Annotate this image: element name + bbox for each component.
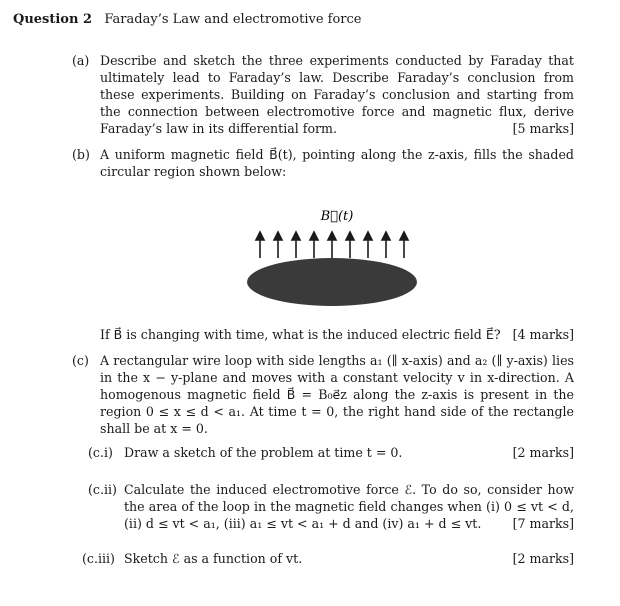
part-c-ii-text: Calculate the induced electromotive force ℰ. To do so, consider how the area of the loop in the magnetic field changes when (i) 0 ≤ vt < d, (ii) d ≤ vt < a₁, (iii) a₁ ≤ vt < a₁ + d and (iv) a₁ + d ≤ vt. xyxy=(124,482,574,531)
field-arrows xyxy=(256,232,408,258)
field-arrow xyxy=(256,232,264,258)
field-arrow xyxy=(400,232,408,258)
field-arrow xyxy=(382,232,390,258)
part-c-ii xyxy=(88,481,574,532)
shaded-circular-region xyxy=(247,258,417,306)
question-title: Faraday’s Law and electromotive force xyxy=(104,12,362,27)
part-c-label: (c) xyxy=(72,353,89,368)
part-c-iii xyxy=(82,550,574,567)
field-arrow xyxy=(292,232,300,258)
field-arrow xyxy=(310,232,318,258)
part-c-i-text: Draw a sketch of the problem at time t = 0. xyxy=(124,445,403,460)
part-c xyxy=(74,352,574,437)
part-b-text: A uniform magnetic field B⃗(t), pointing along the z-axis, fills the shaded circular region shown below: xyxy=(100,147,574,179)
part-a-label: (a) xyxy=(72,53,90,68)
part-b-label: (b) xyxy=(72,147,90,162)
part-c-iii-label: (c.iii) xyxy=(82,551,115,566)
question-header xyxy=(13,12,361,27)
part-c-ii-marks: [7 marks] xyxy=(512,516,574,531)
magnetic-field-figure xyxy=(230,200,450,310)
part-c-i xyxy=(88,444,574,461)
figure-label-b-field: B⃗(t) xyxy=(320,209,354,224)
part-c-text: A rectangular wire loop with side lengths a₁ (∥ x-axis) and a₂ (∥ y-axis) lies in the x − y-plane and moves with a constant velocity v in x-direction. A homogenous magnetic field B⃗ = B₀e⃗z along the z-axis is present in the region 0 ≤ x ≤ d < a₁. At time t = 0, the right hand side of the rectangle shall be at x = 0. xyxy=(100,353,574,436)
part-a-text: Describe and sketch the three experiments conducted by Faraday that ultimately lead to Faraday’s law. Describe Faraday’s conclusion from these experiments. Building on Faraday’s conclusion and starting from the connection between electromotive force and magnetic flux, derive Faraday’s law in its differential form. xyxy=(100,53,574,136)
field-arrow xyxy=(274,232,282,258)
part-c-ii-label: (c.ii) xyxy=(88,482,117,497)
part-b-question-row xyxy=(74,326,574,343)
part-c-i-marks: [2 marks] xyxy=(512,445,574,460)
part-b-marks: [4 marks] xyxy=(512,327,574,342)
part-b-question: If B⃗ is changing with time, what is the induced electric field E⃗? xyxy=(100,327,501,342)
part-c-i-label: (c.i) xyxy=(88,445,113,460)
part-a-marks: [5 marks] xyxy=(512,121,574,136)
field-arrow xyxy=(364,232,372,258)
part-a xyxy=(74,52,574,137)
field-arrow xyxy=(346,232,354,258)
field-arrow xyxy=(328,232,336,258)
part-b xyxy=(74,146,574,180)
part-c-iii-marks: [2 marks] xyxy=(512,551,574,566)
part-c-iii-text: Sketch ℰ as a function of vt. xyxy=(124,551,303,566)
question-number: Question 2 xyxy=(13,12,93,27)
